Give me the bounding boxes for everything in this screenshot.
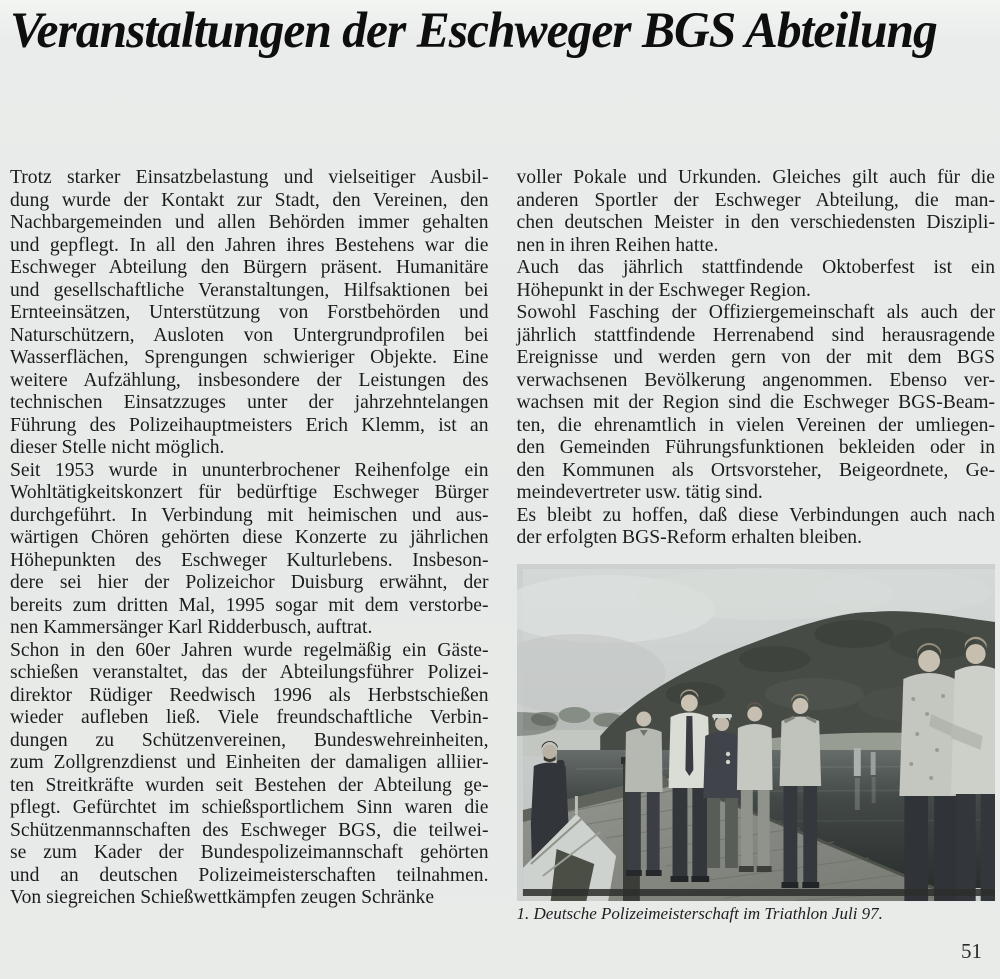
text-line: Führung des Polizeihauptmeisters Erich Klemm, ist an xyxy=(10,414,489,436)
paragraph xyxy=(517,302,996,505)
text-line: zum Zollgrenzdienst und Einheiten der damaligen alliier- xyxy=(10,752,489,773)
text-line: Naturschützern, Ausloten von Untergrundprofilen bei xyxy=(10,324,489,346)
paragraph xyxy=(517,257,996,302)
paragraph xyxy=(10,167,489,460)
text-line: Schützenmannschaften des Eschweger BGS, die teilwei- xyxy=(10,819,489,841)
text-line: jährlich stattfindende Herrenabend sind herausragende xyxy=(516,324,995,346)
photo-figure xyxy=(517,564,996,924)
text-line: Wasserflächen, Sprengungen schwieriger Objekte. Eine xyxy=(10,347,489,368)
text-column-left xyxy=(10,167,489,924)
text-line: Höhepunkt in der Eschweger Region. xyxy=(516,279,811,301)
person-right-edge xyxy=(950,636,995,900)
text-line: Von siegreichen Schießwettkämpfen zeugen Schränke xyxy=(10,887,435,908)
text-line: ten, die ehrenamtlich in vielen Vereinen der umliegen- xyxy=(516,414,995,436)
text-line: weitere Aufzählung, insbesondere der Leistungen des xyxy=(10,369,489,391)
photo-group-on-dock xyxy=(517,564,996,901)
text-line: nen Kammersänger Karl Ridderbusch, auftrat. xyxy=(10,617,373,638)
text-line: direktor Rüdiger Reedwisch 1996 als Herbstschießen xyxy=(10,684,489,706)
paragraph xyxy=(10,640,489,910)
text-line: dere sei hier der Polizeichor Duisburg erwähnt, der xyxy=(10,572,489,593)
photo-caption: 1. Deutsche Polizeimeisterschaft im Triathlon Juli 97. xyxy=(516,903,883,923)
text-line: Auch das jährlich stattfindende Oktoberfest ist ein xyxy=(516,257,995,278)
text-line: technischen Einsatzzuges unter der jahrzehntelangen xyxy=(10,392,489,413)
text-line: verwachsenen Bevölkerung angenommen. Ebenso ver- xyxy=(516,369,995,391)
text-line: Wohltätigkeitskonzert für bedürftige Eschweger Bürger xyxy=(10,482,489,503)
text-line: Trotz starker Einsatzbelastung und vielseitiger Ausbil- xyxy=(10,167,489,188)
text-line: nen in ihren Reihen hatte. xyxy=(516,234,719,256)
text-line: chen deutschen Meister in den verschiedensten Diszipli- xyxy=(516,212,995,233)
text-line: pflegt. Gefürchtet im schießsportlichem Sinn waren die xyxy=(10,797,489,818)
text-line: voller Pokale und Urkunden. Gleiches gilt auch für die xyxy=(516,167,995,188)
text-line: Seit 1953 wurde in ununterbrochener Reihenfolge ein xyxy=(10,459,489,481)
text-line: Ernteeinsätzen, Unterstützung von Forstbehörden und xyxy=(10,302,489,323)
text-line: wachsen mit der Region sind die Eschweger BGS-Beam- xyxy=(516,392,995,413)
text-line: bereits zum dritten Mal, 1995 sogar mit dem verstorbe- xyxy=(10,594,489,616)
page-title: Veranstaltungen der Eschweger BGS Abteilung xyxy=(10,3,937,59)
text-line: Nachbargemeinden und allen Behörden immer gehalten xyxy=(10,212,489,233)
paragraph xyxy=(517,167,996,257)
text-line: schießen veranstaltet, das der Abteilungsführer Polizei- xyxy=(10,662,489,683)
page-number: 51 xyxy=(961,939,982,963)
text-line: und an deutschen Polizeimeisterschaften teilnahmen. xyxy=(10,864,489,886)
paragraph xyxy=(517,505,996,550)
text-line: dungen zu Schützenvereinen, Bundeswehreinheiten, xyxy=(10,729,489,751)
text-line: Sowohl Fasching der Offiziergemeinschaft als auch der xyxy=(516,302,995,323)
text-line: den Gemeinden Führungsfunktionen bekleiden oder in xyxy=(516,437,995,458)
text-line: durchgeführt. In Verbindung mit heimischen und aus- xyxy=(10,504,489,526)
text-line: wärtigen Chören gehörten diese Konzerte zu jährlichen xyxy=(10,527,489,548)
text-column-right xyxy=(517,167,996,924)
text-line: Höhepunkten des Eschweger Kulturlebens. Insbeson- xyxy=(10,549,489,571)
text-column-right-paragraphs xyxy=(517,167,996,550)
text-line: se zum Kader der Bundespolizeimannschaft gehörten xyxy=(10,842,489,863)
text-line: den Kommunen als Ortsvorsteher, Beigeordnete, Ge- xyxy=(516,459,995,481)
text-line: meindevertreter usw. tätig sind. xyxy=(516,482,763,503)
text-line: wieder aufleben ließ. Viele freundschaftliche Verbin- xyxy=(10,707,489,728)
two-column-body xyxy=(10,167,995,924)
text-line: dieser Stelle nicht möglich. xyxy=(10,437,225,458)
text-line: und gesellschaftliche Veranstaltungen, Hilfsaktionen bei xyxy=(10,279,489,301)
text-line: anderen Sportler der Eschweger Abteilung, die man- xyxy=(516,189,995,211)
text-line: Es bleibt zu hoffen, daß diese Verbindungen auch nach xyxy=(516,504,995,526)
text-line: dung wurde der Kontakt zur Stadt, den Vereinen, den xyxy=(10,189,489,211)
text-line: Schon in den 60er Jahren wurde regelmäßig ein Gäste- xyxy=(10,639,489,661)
paragraph xyxy=(10,460,489,640)
text-line: und gepflegt. In all den Jahren ihres Bestehens war die xyxy=(10,234,489,256)
text-line: ten Streitkräfte wurden seit Bestehen der Abteilung ge- xyxy=(10,774,489,796)
text-line: Ereignisse und werden gern von der mit dem BGS xyxy=(516,347,995,368)
text-line: Eschweger Abteilung den Bürgern präsent. Humanitäre xyxy=(10,257,489,278)
text-line: der erfolgten BGS-Reform erhalten bleiben. xyxy=(516,527,862,548)
